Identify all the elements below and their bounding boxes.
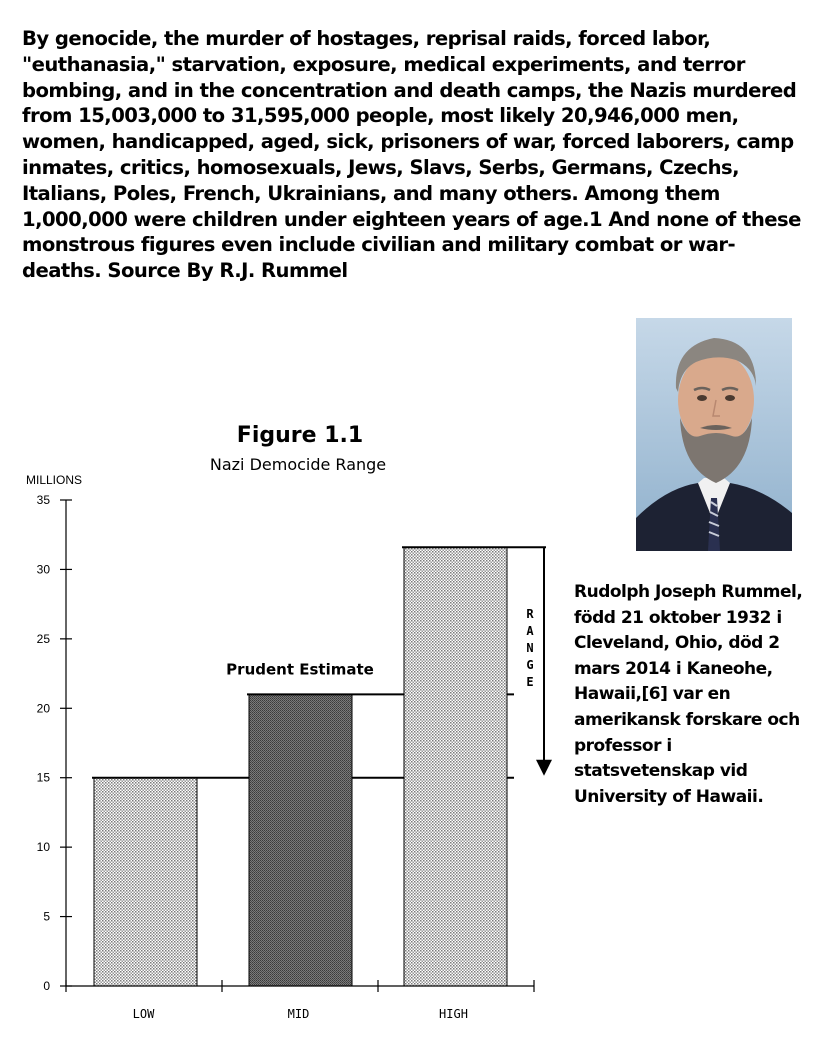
bar-low [94, 778, 197, 986]
range-letter: R [526, 607, 534, 621]
intro-paragraph: By genocide, the murder of hostages, reprisal raids, forced labor, "euthanasia," starvation, exposure, medical experiments, and terror bombing, and in the concentration and death camps, the Nazis murdered from 15,003,000 to 31,595,000 people, most likely 20,946,000 men, women, handicapped, aged, sick, prisoners of war, forced laborers, camp inmates, critics, homosexuals, Jews, Slavs, Serbs, Germans, Czechs, Italians, Poles, French, Ukrainians, and many others. Among them 1,000,000 were children under eighteen years of age.1 And none of these monstrous figures even include civilian and military combat or war-deaths. Source By R.J. Rummel [22, 27, 801, 283]
x-tick-label: LOW [132, 1007, 155, 1021]
y-tick-label: 35 [36, 493, 50, 507]
y-tick-label: 5 [43, 909, 50, 924]
x-tick-label: HIGH [439, 1007, 468, 1021]
x-tick-label: MID [287, 1007, 310, 1021]
y-tick-label: 25 [36, 631, 50, 646]
x-axis [66, 980, 534, 1021]
prudent-estimate-label: Prudent Estimate [226, 660, 374, 679]
portrait-illustration [636, 318, 792, 551]
y-tick-label: 10 [36, 840, 50, 855]
bio-paragraph: Rudolph Joseph Rummel, född 21 oktober 1932 i Cleveland, Ohio, död 2 mars 2014 i Kaneohe, Hawaii,[6] var en amerikansk forskare och professor i statsvetenskap vid University of Hawaii. [574, 582, 803, 807]
bar-mid [249, 694, 352, 986]
bar-high [404, 547, 507, 986]
y-axis-label: MILLIONS [26, 473, 83, 487]
democide-chart [0, 410, 560, 1050]
y-tick-label: 20 [36, 701, 50, 716]
portrait-photo [636, 318, 792, 551]
y-ticks [37, 493, 72, 993]
range-letter: E [526, 675, 534, 689]
y-tick-label: 30 [36, 562, 50, 577]
y-tick-label: 15 [36, 770, 50, 785]
chart-title: Figure 1.1 [236, 423, 364, 448]
y-tick-label: 0 [43, 979, 50, 993]
range-arrow-head [536, 760, 552, 776]
range-letter: N [526, 641, 534, 655]
bars-group [92, 547, 546, 986]
range-letter: G [526, 658, 534, 672]
range-letter: A [526, 624, 534, 638]
chart-subtitle: Nazi Democide Range [209, 455, 387, 474]
